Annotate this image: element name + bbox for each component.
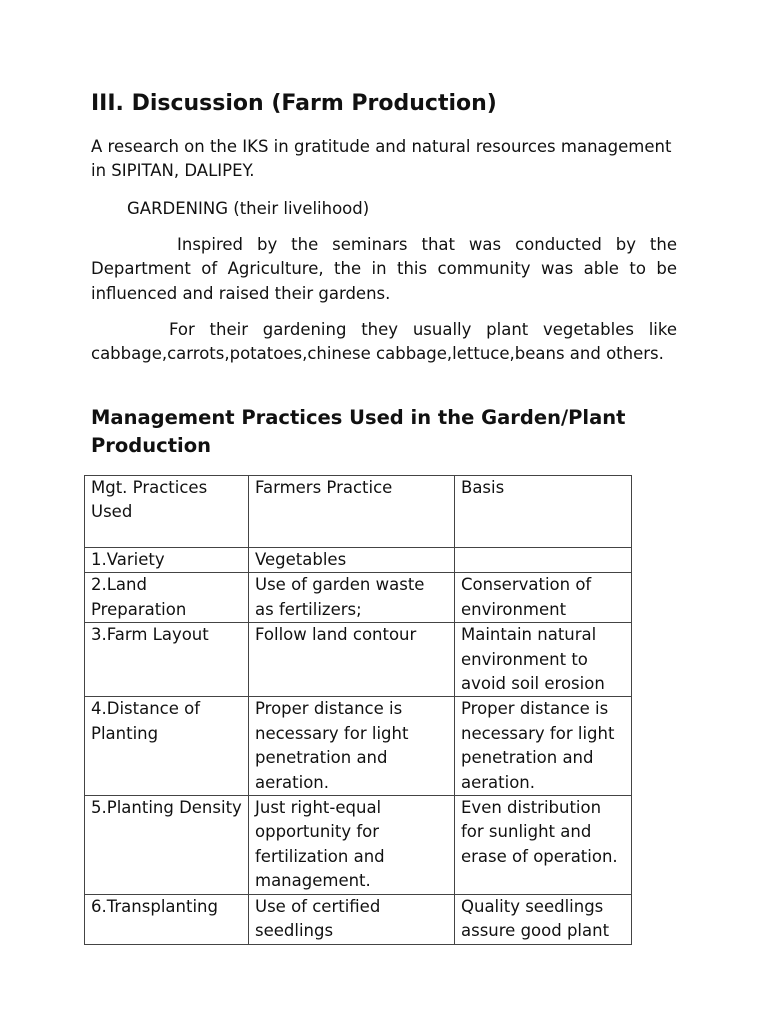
table-cell-basis: [455, 548, 632, 573]
table-cell-basis: Conservation of environment: [455, 573, 632, 623]
table-cell-farmers-practice: Follow land contour: [249, 623, 455, 697]
table-row: [85, 697, 632, 796]
table-header-row: [85, 476, 632, 548]
table-cell-practice: 6.Transplanting: [85, 894, 249, 944]
table-row: [85, 548, 632, 573]
table-row: [85, 573, 632, 623]
table-row: [85, 894, 632, 944]
table-cell-farmers-practice: Use of garden waste as fertilizers;: [249, 573, 455, 623]
table-cell-practice: 4.Distance of Planting: [85, 697, 249, 796]
table-row: [85, 796, 632, 895]
section-heading: III. Discussion (Farm Production): [91, 91, 497, 116]
table-heading: Management Practices Used in the Garden/Plant Production: [91, 406, 626, 457]
management-practices-table: [84, 475, 632, 945]
table-cell-basis: Maintain natural environment to avoid soil erosion: [455, 623, 632, 697]
research-intro-paragraph: A research on the IKS in gratitude and natural resources management in SIPITAN, DALIPEY.: [91, 137, 672, 181]
table-cell-farmers-practice: Proper distance is necessary for light penetration and aeration.: [249, 697, 455, 796]
planting-paragraph: For their gardening they usually plant vegetables like cabbage,carrots,potatoes,chinese cabbage,lettuce,beans and others.: [91, 320, 677, 364]
table-cell-basis: Even distribution for sunlight and erase of operation.: [455, 796, 632, 895]
table-cell-practice: 2.Land Preparation: [85, 573, 249, 623]
table-cell-farmers-practice: Use of certified seedlings: [249, 894, 455, 944]
header-farmers-practice: Farmers Practice: [249, 476, 455, 548]
table-cell-practice: 1.Variety: [85, 548, 249, 573]
gardening-label: GARDENING (their livelihood): [127, 199, 370, 218]
table-cell-farmers-practice: Vegetables: [249, 548, 455, 573]
table-cell-basis: Quality seedlings assure good plant: [455, 894, 632, 944]
table-cell-practice: 5.Planting Density: [85, 796, 249, 895]
table-row: [85, 623, 632, 697]
table-cell-basis: Proper distance is necessary for light penetration and aeration.: [455, 697, 632, 796]
table-cell-practice: 3.Farm Layout: [85, 623, 249, 697]
table-cell-farmers-practice: Just right-equal opportunity for fertilization and management.: [249, 796, 455, 895]
header-mgt-practices: Mgt. Practices Used: [85, 476, 249, 548]
inspired-paragraph: Inspired by the seminars that was conducted by the Department of Agriculture, the in this community was able to be influenced and raised their gardens.: [91, 235, 677, 303]
header-basis: Basis: [455, 476, 632, 548]
